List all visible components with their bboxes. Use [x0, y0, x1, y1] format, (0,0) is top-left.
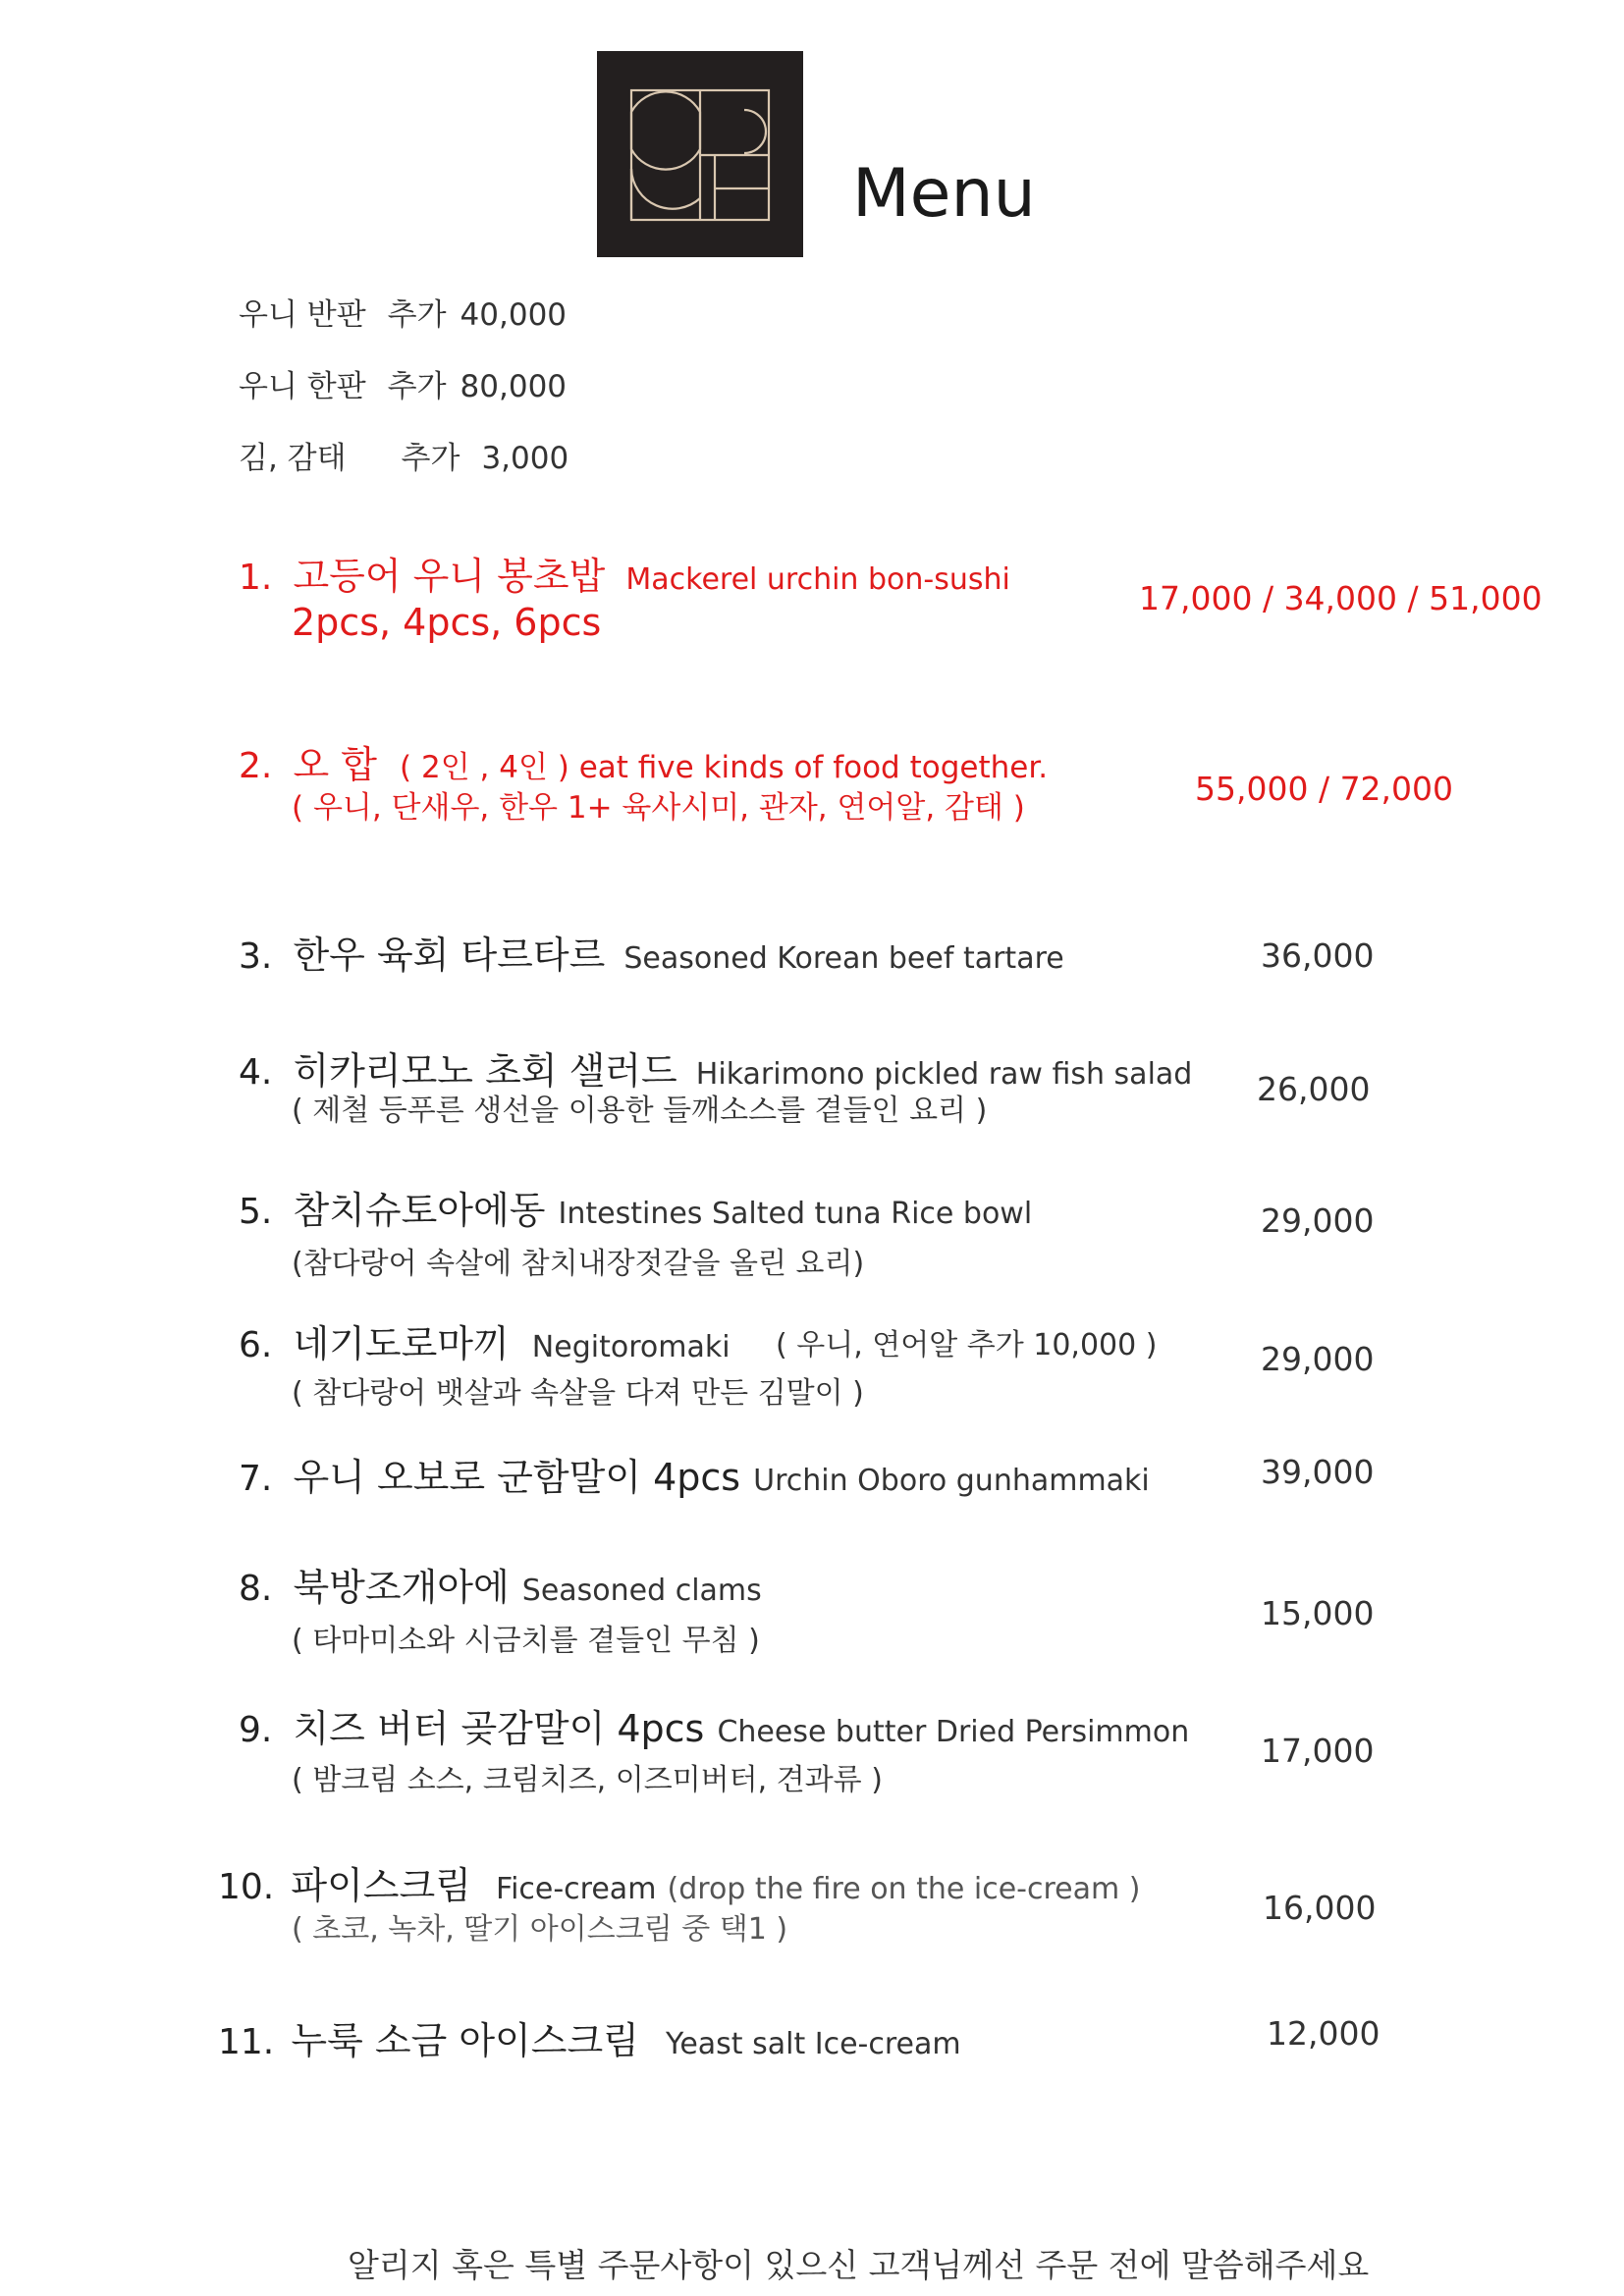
item-number: 2. — [239, 746, 273, 786]
extra-item-0 — [239, 290, 567, 334]
item-price: 12,000 — [1267, 2014, 1380, 2053]
page-title: Menu — [852, 155, 1036, 233]
item-number: 11. — [218, 2022, 275, 2062]
item-price: 15,000 — [1261, 1594, 1375, 1632]
item-name-en: Hikarimono pickled raw fish salad — [695, 1057, 1193, 1092]
item-price: 16,000 — [1263, 1889, 1377, 1927]
item-name-en: Negitoromaki — [531, 1330, 731, 1364]
item-number: 6. — [239, 1325, 273, 1365]
item-name-ko: 네기도로마끼 — [293, 1322, 510, 1365]
item-number: 4. — [239, 1052, 273, 1093]
item-name-ko: 오 합 — [293, 743, 377, 786]
extra-name: 우니 반판 — [239, 297, 366, 333]
item-note: (drop the fire on the ice-cream ) — [667, 1872, 1141, 1906]
item-name-ko: 한우 육회 타르타르 — [293, 934, 606, 977]
item-name-en: Cheese butter Dried Persimmon — [717, 1715, 1190, 1749]
item-sub: ( 초코, 녹차, 딸기 아이스크림 중 택1 ) — [292, 1912, 788, 1947]
item-name-ko: 우니 오보로 군함말이 4pcs — [293, 1456, 741, 1499]
extra-name: 김, 감태 — [239, 441, 347, 476]
item-name-en: Intestines Salted tuna Rice bowl — [558, 1197, 1033, 1231]
item-name-en: Fice-cream — [496, 1872, 657, 1906]
item-sub: ( 제철 등푸른 생선을 이용한 들깨소스를 곁들인 요리 ) — [292, 1094, 988, 1128]
item-name-en: Mackerel urchin bon-sushi — [625, 562, 1010, 597]
extra-price: 40,000 — [460, 297, 568, 333]
item-sub: ( 타마미소와 시금치를 곁들인 무침 ) — [292, 1624, 760, 1658]
item-sub: ( 참다랑어 뱃살과 속살을 다져 만든 김말이 ) — [292, 1376, 864, 1411]
item-price: 36,000 — [1261, 936, 1375, 975]
item-number: 7. — [239, 1459, 273, 1499]
item-number: 5. — [239, 1192, 273, 1232]
item-price: 26,000 — [1257, 1070, 1371, 1108]
item-name-ko: 치즈 버터 곶감말이 4pcs — [293, 1707, 705, 1750]
item-name-en: Seasoned clams — [521, 1574, 762, 1608]
item-name-en: ( 2인 , 4인 ) eat five kinds of food together. — [400, 750, 1049, 785]
extra-item-1 — [239, 361, 567, 405]
item-name-ko: 히카리모노 초회 샐러드 — [293, 1049, 677, 1093]
extra-label: 추가 — [387, 297, 447, 333]
item-price: 39,000 — [1261, 1453, 1375, 1491]
item-price: 55,000 / 72,000 — [1195, 770, 1454, 808]
item-name-ko: 참치슈토아에동 — [293, 1189, 546, 1232]
item-number: 1. — [239, 558, 273, 598]
item-sub: (참다랑어 속살에 참치내장젓갈을 올린 요리) — [292, 1247, 865, 1281]
item-price: 17,000 / 34,000 / 51,000 — [1139, 579, 1543, 617]
footer-notice: 알리지 혹은 특별 주문사항이 있으신 고객님께선 주문 전에 말씀해주세요 — [348, 2246, 1370, 2284]
item-number: 3. — [239, 936, 273, 977]
item-name-en: Yeast salt Ice-cream — [665, 2027, 961, 2061]
item-number: 10. — [218, 1867, 275, 1907]
extra-label: 추가 — [401, 441, 460, 476]
item-note: ( 우니, 연어알 추가 10,000 ) — [776, 1328, 1158, 1362]
item-name-ko: 고등어 우니 봉초밥 — [293, 555, 606, 598]
item-name-ko: 누룩 소금 아이스크림 — [291, 2019, 639, 2062]
item-name-en: Urchin Oboro gunhammaki — [753, 1464, 1150, 1498]
item-sub: ( 우니, 단새우, 한우 1+ 육사시미, 관자, 연어알, 감태 ) — [292, 790, 1025, 826]
item-sub: ( 밤크림 소스, 크림치즈, 이즈미버터, 견과류 ) — [292, 1763, 883, 1797]
item-price: 29,000 — [1261, 1201, 1375, 1240]
extra-label: 추가 — [387, 369, 447, 404]
item-number: 8. — [239, 1569, 273, 1609]
extra-item-2 — [239, 433, 568, 477]
restaurant-logo — [597, 51, 803, 257]
item-name-ko: 파이스크림 — [291, 1864, 471, 1907]
item-number: 9. — [239, 1710, 273, 1750]
extra-name: 우니 한판 — [239, 369, 366, 404]
item-price: 17,000 — [1261, 1732, 1375, 1770]
item-name-en: Seasoned Korean beef tartare — [623, 941, 1064, 976]
extra-price: 3,000 — [481, 441, 569, 476]
item-sub: 2pcs, 4pcs, 6pcs — [292, 601, 602, 644]
item-name-ko: 북방조개아에 — [293, 1566, 510, 1609]
logo-emblem-icon — [597, 51, 803, 257]
item-price: 29,000 — [1261, 1340, 1375, 1378]
extra-price: 80,000 — [460, 369, 568, 404]
